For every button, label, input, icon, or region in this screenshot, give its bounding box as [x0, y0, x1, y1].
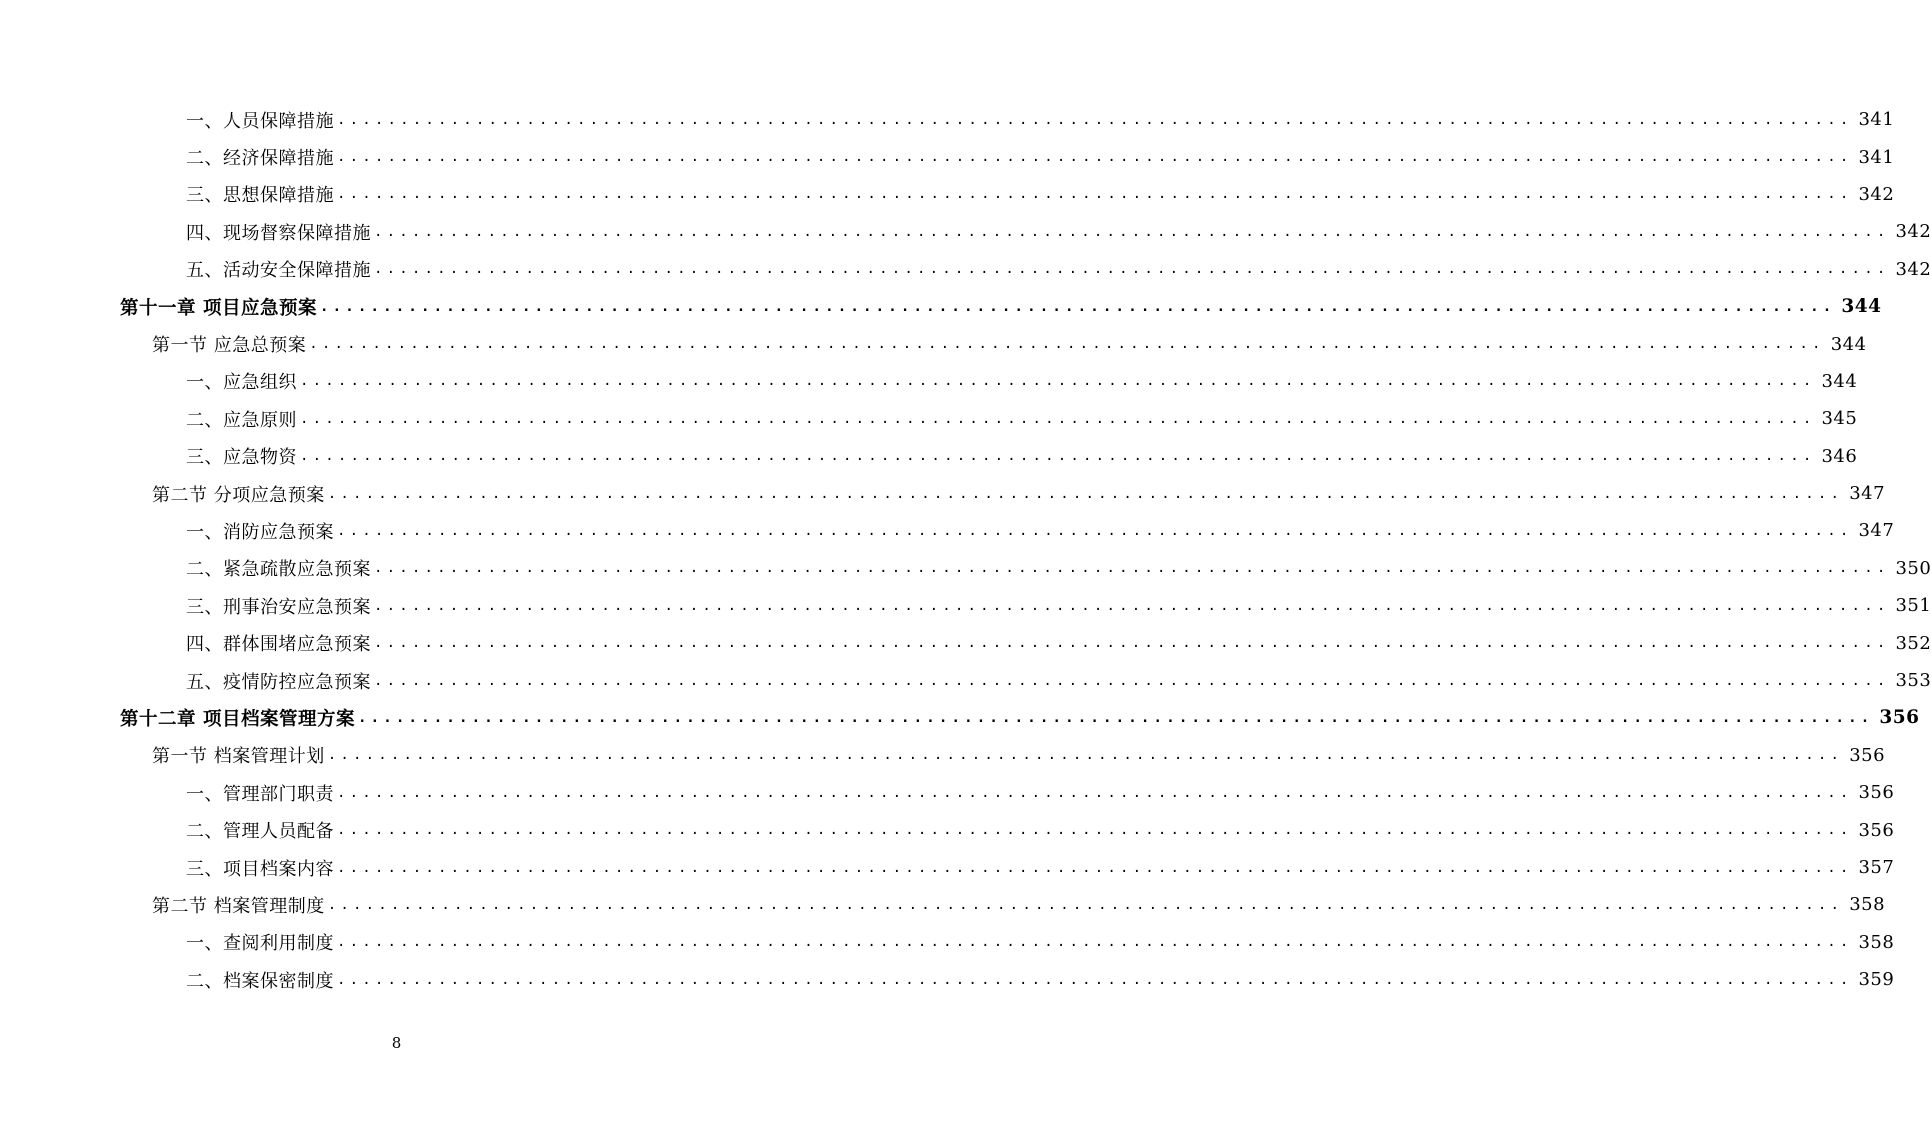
- dot-leader: ........................................................................................................................: [337, 971, 1853, 988]
- toc-entry-page: 341: [1858, 109, 1895, 131]
- toc-section-page: 344: [1830, 333, 1867, 355]
- dot-leader: ........................................................................................................................: [374, 635, 1890, 652]
- toc-entry[interactable]: [0, 587, 1931, 624]
- toc-entry[interactable]: [0, 550, 1931, 587]
- toc-chapter-page: 356: [1879, 707, 1920, 729]
- toc-section-title: 第一节 应急总预案: [152, 335, 307, 357]
- toc-entry[interactable]: [0, 363, 1858, 400]
- toc-entry-page: 342: [1895, 258, 1931, 280]
- toc-entry-title: 三、项目档案内容: [186, 858, 334, 880]
- toc-entry-title: 四、群体围堵应急预案: [186, 634, 371, 656]
- dot-leader: ........................................................................................................................: [374, 597, 1890, 614]
- toc-entry[interactable]: [0, 438, 1858, 475]
- toc-entry-title: 二、紧急疏散应急预案: [186, 559, 371, 581]
- dot-leader: ........................................................................................................................: [300, 448, 1816, 465]
- toc-entry[interactable]: [0, 924, 1895, 961]
- toc-entry-page: 342: [1858, 183, 1895, 205]
- dot-leader: ........................................................................................................................: [327, 485, 1844, 502]
- toc-entry-page: 347: [1858, 520, 1895, 542]
- toc-entry[interactable]: [0, 176, 1895, 213]
- toc-chapter-page: 344: [1841, 296, 1882, 318]
- toc-section-title: 第二节 分项应急预案: [152, 484, 325, 506]
- toc-entry-page: 351: [1895, 595, 1931, 617]
- dot-leader: ........................................................................................................................: [337, 934, 1853, 951]
- toc-section-title: 第一节 档案管理计划: [152, 746, 325, 768]
- toc-section-page: 347: [1849, 483, 1886, 505]
- dot-leader: ........................................................................................................................: [327, 896, 1844, 913]
- toc-entry-title: 二、管理人员配备: [186, 821, 334, 843]
- toc-entry-page: 342: [1895, 221, 1931, 243]
- toc-entry[interactable]: [0, 512, 1895, 549]
- toc-section-entry[interactable]: [0, 325, 1867, 362]
- toc-entry-page: 356: [1858, 782, 1895, 804]
- toc-entry[interactable]: [0, 213, 1931, 250]
- dot-leader: ........................................................................................................................: [337, 522, 1853, 539]
- dot-leader: ........................................................................................................................: [300, 410, 1816, 427]
- toc-entry-page: 350: [1895, 557, 1931, 579]
- toc-chapter-title: 第十二章 项目档案管理方案: [120, 708, 355, 730]
- toc-entry-title: 五、疫情防控应急预案: [186, 671, 371, 693]
- toc-entry-page: 359: [1858, 969, 1895, 991]
- toc-chapter-entry[interactable]: [0, 288, 1882, 325]
- toc-entry[interactable]: [0, 849, 1895, 886]
- toc-entry-title: 四、现场督察保障措施: [186, 222, 371, 244]
- toc-section-entry[interactable]: [0, 886, 1886, 923]
- toc-entry[interactable]: [0, 138, 1895, 175]
- toc-chapter-title: 第十一章 项目应急预案: [120, 297, 317, 319]
- toc-entry-title: 三、思想保障措施: [186, 185, 334, 207]
- toc-section-entry[interactable]: [0, 737, 1886, 774]
- page-number: 8: [391, 1034, 402, 1052]
- dot-leader: ........................................................................................................................: [337, 784, 1853, 801]
- toc-entry-page: 356: [1858, 819, 1895, 841]
- dot-leader: ........................................................................................................................: [337, 111, 1853, 128]
- toc-section-page: 358: [1849, 894, 1886, 916]
- toc-entry-page: 357: [1858, 857, 1895, 878]
- toc-entry-page: 346: [1821, 445, 1858, 467]
- toc-entry[interactable]: [0, 251, 1931, 288]
- toc-section-entry[interactable]: [0, 475, 1886, 512]
- dot-leader: ........................................................................................................................: [300, 373, 1816, 390]
- toc-entry[interactable]: [0, 662, 1931, 699]
- toc-entry[interactable]: [0, 774, 1895, 811]
- toc-entry-title: 一、管理部门职责: [186, 783, 334, 805]
- toc-entry-page: 358: [1858, 931, 1895, 953]
- toc-entry-page: 344: [1821, 370, 1858, 392]
- toc-entry[interactable]: [0, 624, 1931, 661]
- table-of-contents: [0, 101, 1931, 998]
- toc-entry-title: 二、经济保障措施: [186, 148, 334, 170]
- toc-section-page: 356: [1849, 744, 1886, 766]
- toc-chapter-entry[interactable]: [0, 699, 1920, 736]
- toc-entry[interactable]: [0, 400, 1858, 437]
- dot-leader: ........................................................................................................................: [374, 223, 1890, 240]
- dot-leader: ........................................................................................................................: [319, 298, 1836, 315]
- toc-entry-title: 一、人员保障措施: [186, 110, 334, 132]
- toc-entry[interactable]: [0, 811, 1895, 848]
- toc-entry-page: 341: [1858, 146, 1895, 168]
- toc-entry-title: 二、档案保密制度: [186, 970, 334, 992]
- toc-section-title: 第二节 档案管理制度: [152, 895, 325, 917]
- toc-entry-title: 三、刑事治安应急预案: [186, 596, 371, 618]
- dot-leader: ........................................................................................................................: [309, 336, 1825, 353]
- dot-leader: ........................................................................................................................: [357, 709, 1874, 726]
- toc-entry-title: 五、活动安全保障措施: [186, 260, 371, 282]
- dot-leader: ........................................................................................................................: [374, 261, 1890, 278]
- toc-entry-title: 一、查阅利用制度: [186, 933, 334, 955]
- toc-entry-page: 345: [1821, 408, 1858, 430]
- toc-entry-title: 一、应急组织: [186, 372, 297, 394]
- dot-leader: ........................................................................................................................: [337, 186, 1853, 203]
- toc-entry[interactable]: [0, 101, 1895, 138]
- dot-leader: ........................................................................................................................: [337, 822, 1853, 839]
- toc-entry[interactable]: [0, 961, 1895, 998]
- dot-leader: ........................................................................................................................: [374, 672, 1890, 689]
- dot-leader: ........................................................................................................................: [327, 747, 1844, 764]
- toc-entry-page: 353: [1895, 670, 1931, 692]
- toc-entry-title: 二、应急原则: [186, 409, 297, 431]
- dot-leader: ........................................................................................................................: [337, 859, 1853, 876]
- dot-leader: ........................................................................................................................: [374, 560, 1890, 577]
- toc-entry-title: 三、应急物资: [186, 447, 297, 469]
- toc-entry-page: 352: [1895, 632, 1931, 654]
- dot-leader: ........................................................................................................................: [337, 149, 1853, 166]
- toc-entry-title: 一、消防应急预案: [186, 521, 334, 543]
